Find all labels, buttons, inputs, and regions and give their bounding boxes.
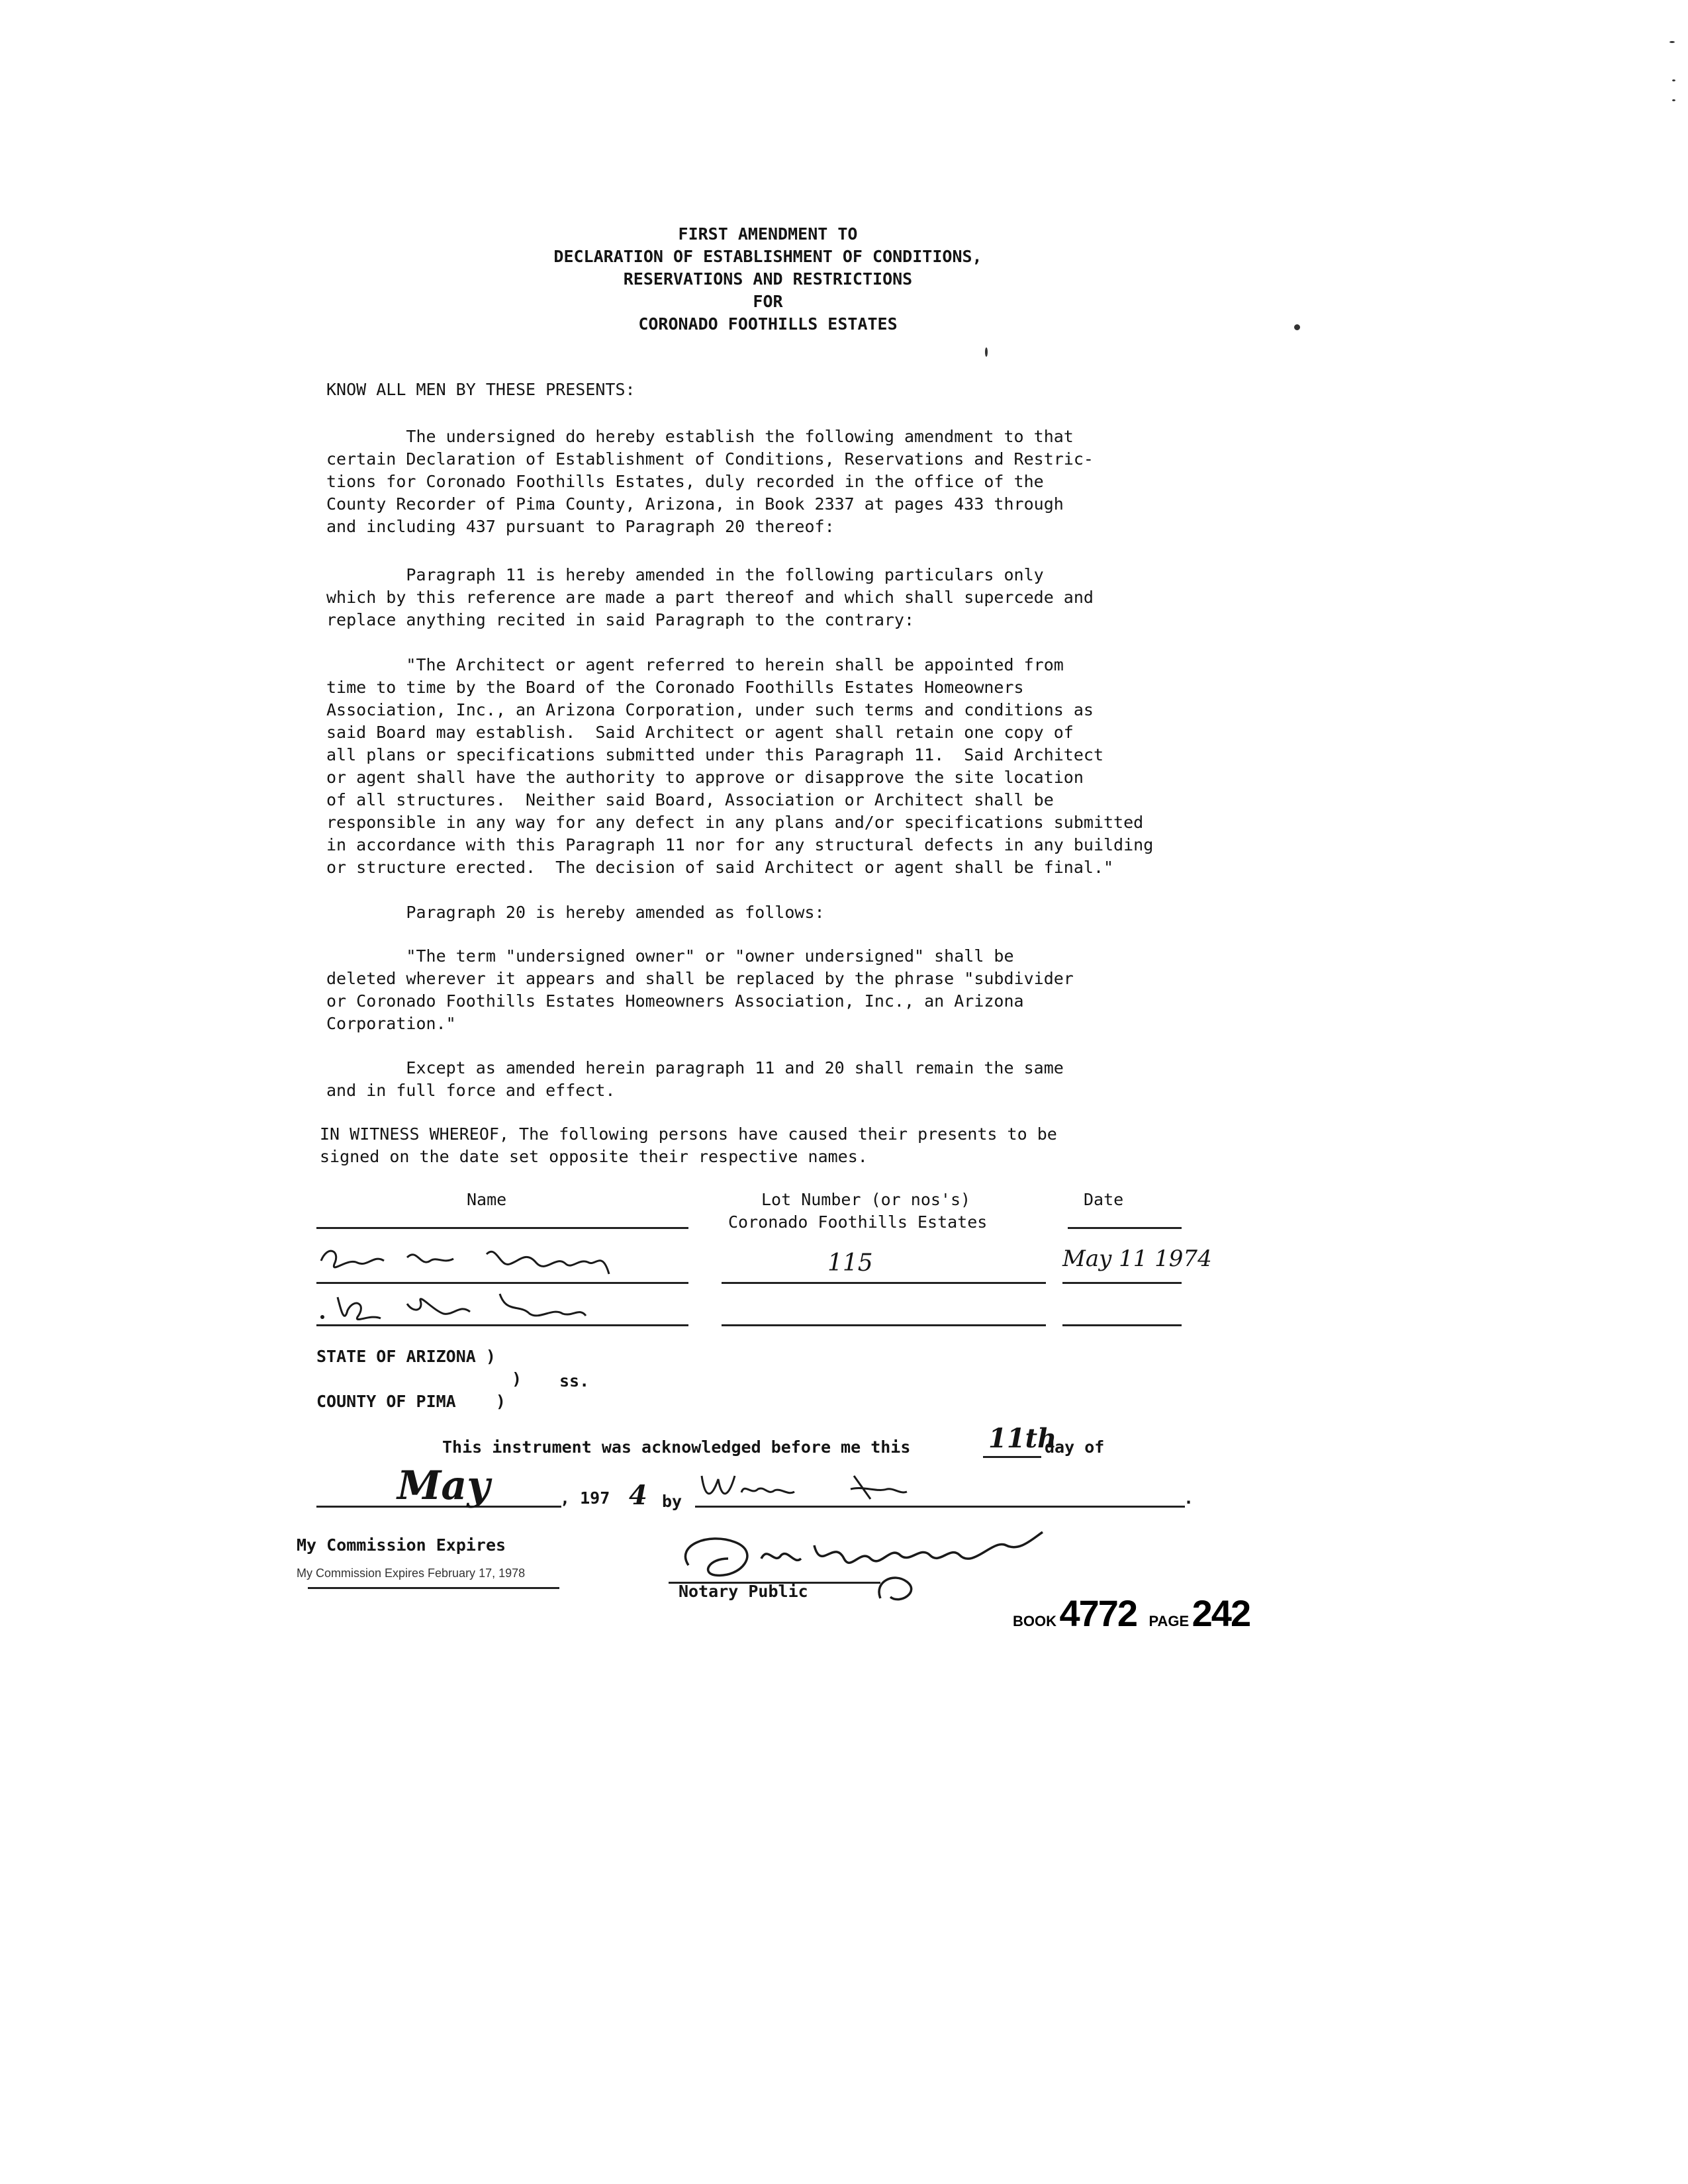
acknowledger-signature — [688, 1463, 953, 1512]
column-header-date: Date — [1084, 1190, 1124, 1209]
venue-paren: ) — [512, 1369, 522, 1388]
quoted-paragraph-11 — [326, 654, 1153, 879]
recording-reference — [1013, 1592, 1250, 1635]
scan-speck — [1672, 99, 1675, 101]
header-rule — [316, 1227, 688, 1229]
text-line: replace anything recited in said Paragraph to the contrary: — [326, 610, 915, 629]
column-header-lot: Lot Number (or nos's) — [761, 1190, 971, 1209]
text-line: responsible in any way for any defect in any plans and/or specifications submitted — [326, 813, 1144, 832]
ack-year-digit: 4 — [629, 1480, 647, 1511]
column-header-lot-subtitle: Coronado Foothills Estates — [728, 1212, 988, 1232]
ack-period: . — [1184, 1488, 1194, 1508]
text-line: and in full force and effect. — [326, 1081, 616, 1100]
title-line-2: DECLARATION OF ESTABLISHMENT OF CONDITIONS, — [553, 247, 982, 266]
lot-rule — [722, 1282, 1046, 1284]
book-label: BOOK — [1013, 1613, 1056, 1629]
commission-stamp: My Commission Expires February 17, 1978 — [297, 1567, 526, 1580]
title-line-4: FOR — [753, 292, 783, 311]
text-line: deleted wherever it appears and shall be replaced by the phrase "subdivider — [326, 969, 1074, 988]
text-line: "The Architect or agent referred to herein shall be appointed from — [326, 655, 1064, 674]
row1-date: May 11 1974 — [1062, 1246, 1212, 1272]
day-rule — [983, 1456, 1041, 1458]
row1-lot-number: 115 — [827, 1250, 873, 1277]
scan-speck — [985, 347, 988, 357]
text-line: or agent shall have the authority to approve or disapprove the site location — [326, 768, 1084, 787]
commission-label: My Commission Expires — [297, 1535, 506, 1555]
commission-rule — [308, 1587, 559, 1589]
ack-day-of: day of — [1045, 1437, 1105, 1457]
text-line: in accordance with this Paragraph 11 nor for any structural defects in any building — [326, 835, 1154, 854]
paragraph-amend-11 — [326, 564, 1094, 631]
witness-clause — [320, 1123, 1057, 1168]
ack-year-prefix: , 197 — [560, 1488, 610, 1508]
text-line: said Board may establish. Said Architect or agent shall retain one copy of — [326, 723, 1074, 742]
ack-month: May — [397, 1463, 491, 1509]
text-line: The undersigned do hereby establish the following amendment to that — [326, 427, 1074, 446]
text-line: which by this reference are made a part thereof and which shall supercede and — [326, 588, 1094, 607]
ack-by: by — [662, 1492, 682, 1511]
paragraph-remain — [326, 1057, 1064, 1102]
notary-label: Notary Public — [679, 1582, 808, 1601]
venue-county: COUNTY OF PIMA ) — [316, 1392, 506, 1411]
scan-speck — [1669, 41, 1675, 43]
title-line-5: CORONADO FOOTHILLS ESTATES — [638, 314, 898, 334]
text-line: and including 437 pursuant to Paragraph 20 thereof: — [326, 517, 835, 536]
text-line: of all structures. Neither said Board, Association or Architect shall be — [326, 790, 1054, 809]
paragraph-recital — [326, 426, 1094, 538]
column-header-name: Name — [467, 1190, 507, 1209]
name-rule — [695, 1506, 1185, 1508]
intro-heading: KNOW ALL MEN BY THESE PRESENTS: — [326, 380, 635, 399]
book-number: 4772 — [1059, 1592, 1137, 1634]
text-line: Corporation." — [326, 1014, 456, 1033]
signature-rule — [316, 1324, 688, 1326]
owner-signature-1 — [308, 1238, 652, 1284]
lot-rule — [722, 1324, 1046, 1326]
text-line: Except as amended herein paragraph 11 and 20 shall remain the same — [326, 1058, 1064, 1077]
venue-state: STATE OF ARIZONA ) — [316, 1347, 496, 1366]
text-line: or Coronado Foothills Estates Homeowners Association, Inc., an Arizona — [326, 991, 1024, 1011]
text-line: tions for Coronado Foothills Estates, duly recorded in the office of the — [326, 472, 1044, 491]
text-line: Paragraph 11 is hereby amended in the following particulars only — [326, 565, 1044, 584]
date-rule — [1062, 1282, 1182, 1284]
text-line: certain Declaration of Establishment of Conditions, Reservations and Restric- — [326, 449, 1094, 469]
title-line-1: FIRST AMENDMENT TO — [678, 224, 858, 244]
text-line: County Recorder of Pima County, Arizona, in Book 2337 at pages 433 through — [326, 494, 1064, 514]
text-line: time to time by the Board of the Coronado Foothills Estates Homeowners — [326, 678, 1024, 697]
title-line-3: RESERVATIONS AND RESTRICTIONS — [623, 269, 913, 289]
paragraph-amend-20: Paragraph 20 is hereby amended as follows: — [326, 903, 825, 922]
quoted-paragraph-20 — [326, 945, 1074, 1035]
header-rule — [1068, 1227, 1182, 1229]
page-label: PAGE — [1149, 1613, 1190, 1629]
venue-ss: ss. — [559, 1371, 590, 1390]
text-line: or structure erected. The decision of said Architect or agent shall be final." — [326, 858, 1114, 877]
ack-line-1: This instrument was acknowledged before me this — [442, 1437, 911, 1457]
date-rule — [1062, 1324, 1182, 1326]
text-line: Association, Inc., an Arizona Corporation, under such terms and conditions as — [326, 700, 1094, 719]
scan-speck — [1294, 324, 1300, 330]
page-number: 242 — [1192, 1592, 1250, 1634]
text-line: signed on the date set opposite their respective names. — [320, 1147, 868, 1166]
scan-speck — [1672, 79, 1675, 81]
text-line: "The term "undersigned owner" or "owner undersigned" shall be — [326, 946, 1014, 966]
ack-day: 11th — [988, 1423, 1057, 1454]
text-line: IN WITNESS WHEREOF, The following persons have caused their presents to be — [320, 1124, 1057, 1144]
text-line: all plans or specifications submitted under this Paragraph 11. Said Architect — [326, 745, 1103, 764]
